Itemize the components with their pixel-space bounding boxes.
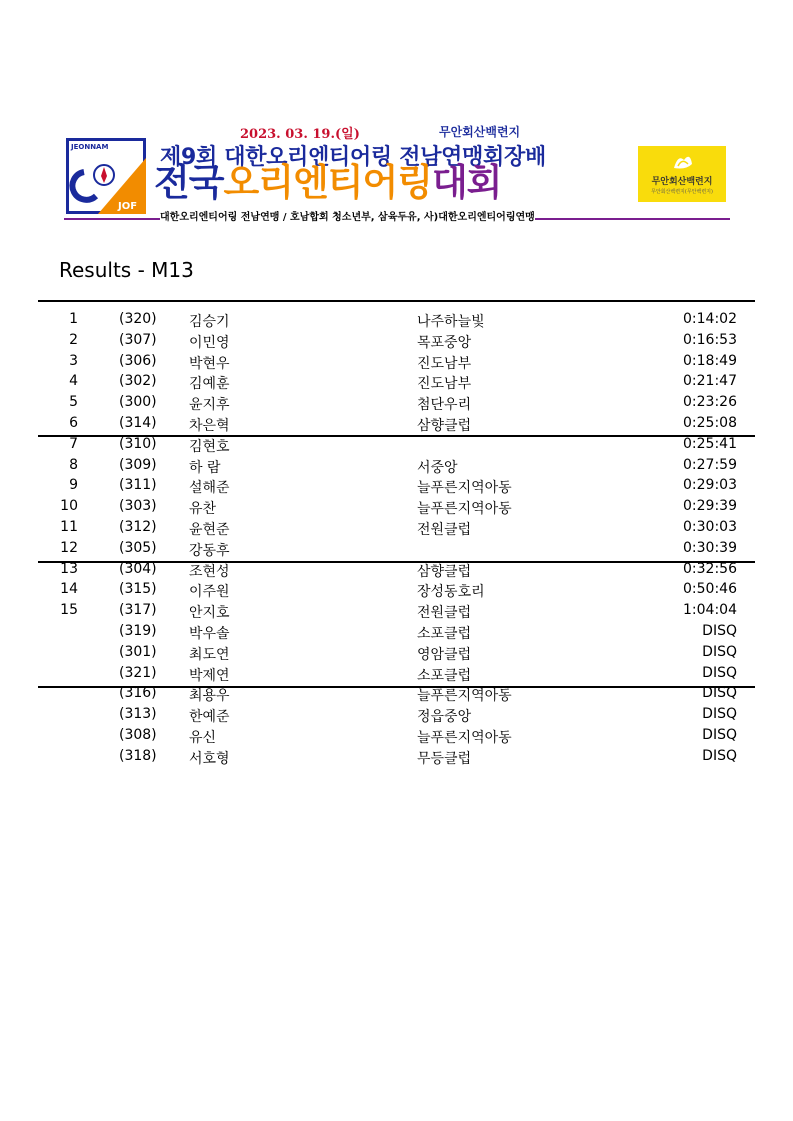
result-row [0, 456, 793, 477]
baekryeonji-logo [638, 146, 726, 202]
result-row [0, 497, 793, 518]
result-row [0, 393, 793, 414]
event-venue: 무안회산백련지 [439, 125, 521, 139]
result-rank: 4 [69, 373, 78, 390]
result-row [0, 622, 793, 643]
result-row [0, 580, 793, 601]
result-time: 0:30:39 [683, 539, 737, 556]
result-row [0, 331, 793, 352]
result-time: 0:21:47 [683, 373, 737, 390]
result-name: 차은혁 [189, 417, 230, 434]
result-row [0, 726, 793, 747]
result-club: 첨단우리 [417, 397, 472, 414]
result-time: 0:30:03 [683, 518, 737, 535]
result-rank: 12 [60, 539, 78, 556]
result-name: 서호형 [189, 750, 230, 767]
result-time: 1:04:04 [683, 602, 737, 619]
result-time: 0:16:53 [683, 331, 737, 348]
result-name: 이주원 [189, 584, 230, 601]
result-bib: (310) [119, 435, 157, 452]
result-row [0, 705, 793, 726]
result-club: 늘푸른지역아동 [417, 688, 512, 705]
jeonnam-jof-logo [66, 138, 146, 214]
result-row [0, 747, 793, 768]
result-row [0, 601, 793, 622]
result-time: 0:25:08 [683, 414, 737, 431]
result-name: 강동후 [189, 542, 230, 559]
result-bib: (311) [119, 477, 157, 494]
event-banner [64, 118, 730, 226]
event-date: 2023. 03. 19.(일) [240, 127, 360, 142]
result-name: 이민영 [189, 334, 230, 351]
result-time: DISQ [702, 643, 737, 660]
result-rank: 5 [69, 394, 78, 411]
result-time: DISQ [702, 685, 737, 702]
event-title-line2 [154, 161, 502, 204]
result-bib: (300) [119, 394, 157, 411]
result-row [0, 684, 793, 705]
results-list [0, 310, 793, 768]
organizers-line: 대한오리엔티어링 전남연맹 / 호남합회 청소년부, 삼육두유, 사)대한오리엔티어링연맹 [160, 208, 535, 223]
result-row [0, 518, 793, 539]
result-bib: (303) [119, 498, 157, 515]
result-rank: 13 [60, 560, 78, 577]
result-name: 김현호 [189, 438, 230, 455]
logo-top-text: JEONNAM [71, 143, 109, 151]
result-name: 최도연 [189, 646, 230, 663]
result-name: 김예훈 [189, 376, 230, 393]
lotus-icon [638, 146, 726, 174]
result-bib: (313) [119, 706, 157, 723]
logo-bottom-text: JOF [118, 201, 138, 212]
result-bib: (319) [119, 622, 157, 639]
result-bib: (309) [119, 456, 157, 473]
result-name: 윤현준 [189, 521, 230, 538]
result-club: 서중앙 [417, 459, 458, 476]
result-club: 전원클럽 [417, 605, 472, 622]
result-bib: (307) [119, 331, 157, 348]
result-rank: 6 [69, 414, 78, 431]
result-club: 목포중앙 [417, 334, 472, 351]
result-time: 0:29:03 [683, 477, 737, 494]
result-name: 박제연 [189, 667, 230, 684]
result-club: 소포클럽 [417, 667, 472, 684]
result-bib: (304) [119, 560, 157, 577]
result-time: 0:18:49 [683, 352, 737, 369]
result-club: 소포클럽 [417, 625, 472, 642]
result-bib: (301) [119, 643, 157, 660]
result-rank: 15 [60, 602, 78, 619]
result-name: 하 람 [189, 459, 221, 476]
result-row [0, 560, 793, 581]
result-club: 영암클럽 [417, 646, 472, 663]
result-name: 한예준 [189, 709, 230, 726]
result-club: 삼향클럽 [417, 563, 472, 580]
result-time: 0:14:02 [683, 311, 737, 327]
title-part-2: 오리엔티어링 [223, 161, 432, 204]
result-bib: (315) [119, 581, 157, 598]
result-time: 0:23:26 [683, 394, 737, 411]
result-bib: (302) [119, 373, 157, 390]
result-time: 0:32:56 [683, 560, 737, 577]
result-rank: 1 [69, 311, 78, 327]
result-club: 무등클럽 [417, 750, 472, 767]
result-rank: 2 [69, 331, 78, 348]
result-time: DISQ [702, 747, 737, 764]
compass-icon [94, 165, 114, 185]
result-row [0, 664, 793, 685]
logo-right-name: 무안회산백련지 [651, 177, 713, 187]
result-row [0, 372, 793, 393]
result-name: 김승기 [189, 314, 230, 330]
result-rank: 3 [69, 352, 78, 369]
results-title: Results - M13 [59, 258, 194, 282]
result-bib: (312) [119, 518, 157, 535]
result-rank: 7 [69, 435, 78, 452]
result-name: 유찬 [189, 501, 217, 518]
result-bib: (320) [119, 311, 157, 327]
result-row [0, 539, 793, 560]
result-club: 나주하늘빛 [417, 314, 485, 330]
result-bib: (314) [119, 414, 157, 431]
result-club: 진도남부 [417, 376, 472, 393]
result-time: 0:27:59 [683, 456, 737, 473]
result-row [0, 352, 793, 373]
result-bib: (318) [119, 747, 157, 764]
result-name: 윤지후 [189, 397, 230, 414]
result-club: 진도남부 [417, 355, 472, 372]
result-name: 설해준 [189, 480, 230, 497]
event-title-line1: 제9회 대한오리엔티어링 전남연맹회장배 [160, 145, 546, 170]
result-name: 박우솔 [189, 625, 230, 642]
result-club: 장성동호리 [417, 584, 485, 601]
result-bib: (308) [119, 726, 157, 743]
result-rank: 10 [60, 498, 78, 515]
result-bib: (321) [119, 664, 157, 681]
result-bib: (306) [119, 352, 157, 369]
title-part-3: 대회 [431, 161, 502, 204]
result-time: DISQ [702, 726, 737, 743]
result-name: 유신 [189, 729, 217, 746]
result-club: 늘푸른지역아동 [417, 480, 512, 497]
result-row [0, 476, 793, 497]
result-time: 0:29:39 [683, 498, 737, 515]
result-rank: 14 [60, 581, 78, 598]
result-rank: 8 [69, 456, 78, 473]
result-club: 늘푸른지역아동 [417, 729, 512, 746]
result-name: 박현우 [189, 355, 230, 372]
result-name: 최용우 [189, 688, 230, 705]
result-bib: (316) [119, 685, 157, 702]
result-time: DISQ [702, 622, 737, 639]
section-divider [38, 300, 755, 302]
result-rank: 9 [69, 477, 78, 494]
result-row [0, 310, 793, 331]
result-name: 조현성 [189, 563, 230, 580]
result-club: 늘푸른지역아동 [417, 501, 512, 518]
result-club: 삼향클럽 [417, 417, 472, 434]
result-row [0, 435, 793, 456]
title-part-1: 전국 [154, 161, 224, 204]
result-time: DISQ [702, 664, 737, 681]
logo-right-sub: 무안회산백련지(무안백련지) [651, 189, 713, 195]
result-bib: (317) [119, 602, 157, 619]
result-time: DISQ [702, 706, 737, 723]
result-time: 0:25:41 [683, 435, 737, 452]
result-name: 안지호 [189, 605, 230, 622]
result-bib: (305) [119, 539, 157, 556]
result-club: 정읍중앙 [417, 709, 472, 726]
result-club: 전원클럽 [417, 521, 472, 538]
result-row [0, 643, 793, 664]
result-time: 0:50:46 [683, 581, 737, 598]
result-rank: 11 [60, 518, 78, 535]
result-row [0, 414, 793, 435]
